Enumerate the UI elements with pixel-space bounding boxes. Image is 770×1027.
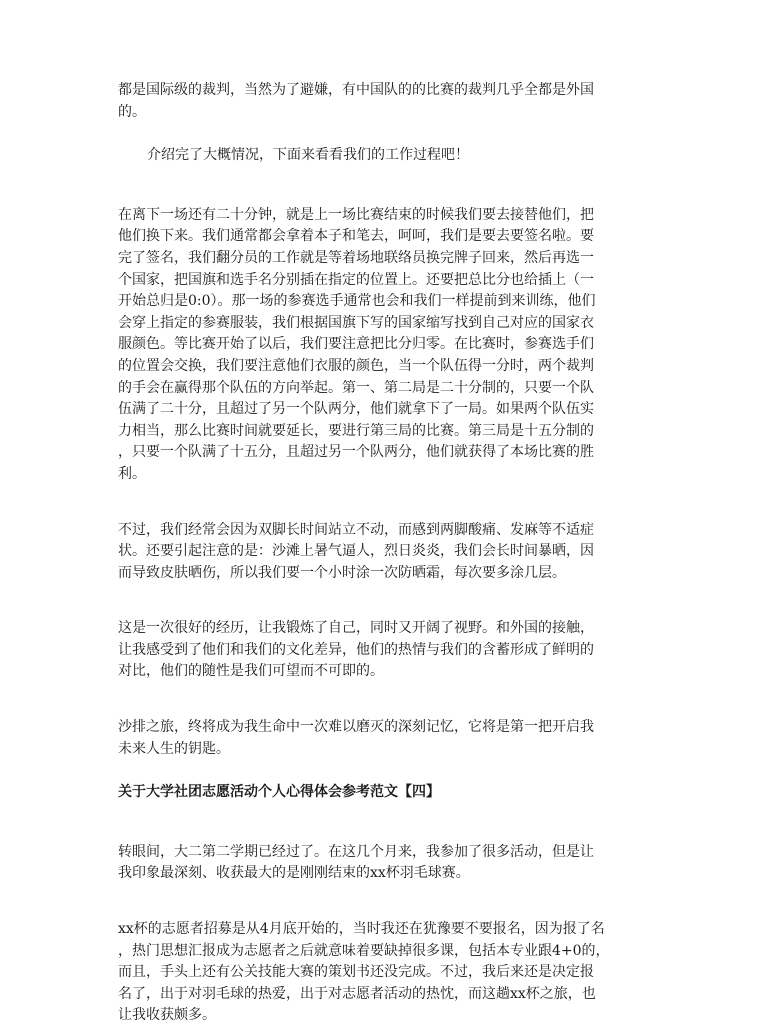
text-line: 的位置会交换，我们要注意他们衣服的颜色，当一个队伍得一分时，两个裁判 bbox=[118, 357, 594, 374]
text-line: 对比，他们的随性是我们可望而不可即的。 bbox=[118, 663, 384, 680]
text-line: 力相当，那么比赛时间就要延长，要进行第三局的比赛。第三局是十五分制的 bbox=[118, 422, 594, 439]
text-line: 伍满了二十分，且超过了另一个队两分，他们就拿下了一局。如果两个队伍实 bbox=[118, 401, 594, 418]
text-line: 让我感受到了他们和我们的文化差异，他们的热情与我们的含蓄形成了鲜明的 bbox=[118, 641, 594, 658]
text-line: 名了，出于对羽毛球的热爱，出于对志愿者活动的热忱，而这趟xx杯之旅，也 bbox=[118, 985, 596, 1002]
text-line: 这是一次很好的经历，让我锻炼了自己，同时又开阔了视野。和外国的接触， bbox=[118, 620, 594, 637]
text-line: 状。还要引起注意的是：沙滩上暑气逼人，烈日炎炎，我们会长时间暴晒，因 bbox=[118, 543, 594, 560]
paragraph-1 bbox=[118, 80, 670, 123]
text-line: 会穿上指定的参赛服装，我们根据国旗下写的国家缩写找到自己对应的国家衣 bbox=[118, 314, 594, 331]
paragraph-8 bbox=[118, 919, 670, 1027]
paragraph-6 bbox=[118, 717, 670, 760]
text-line: 他们换下来。我们通常都会拿着本子和笔去，呵呵，我们是要去要签名啦。要 bbox=[118, 228, 594, 245]
text-line: 转眼间，大二第二学期已经过了。在这几个月来，我参加了很多活动，但是让 bbox=[118, 843, 594, 860]
text-line: 个国家，把国旗和选手名分别插在指定的位置上。还要把总比分也给插上（一 bbox=[118, 271, 594, 288]
text-line: 不过，我们经常会因为双脚长时间站立不动，而感到两脚酸痛、发麻等不适症 bbox=[118, 521, 594, 538]
text-line: ，只要一个队满了十五分，且超过另一个队两分，他们就获得了本场比赛的胜 bbox=[118, 444, 594, 461]
text-line: xx杯的志愿者招募是从4月底开始的，当时我还在犹豫要不要报名，因为报了名 bbox=[118, 921, 605, 938]
text-line: 而导致皮肤晒伤，所以我们要一个小时涂一次防晒霜，每次要多涂几层。 bbox=[118, 564, 566, 581]
heading-text: 关于大学社团志愿活动个人心得体会参考范文【四】 bbox=[118, 784, 440, 801]
text-line: 介绍完了大概情况，下面来看看我们的工作过程吧！ bbox=[147, 147, 469, 164]
text-line: ，热门思想汇报成为志愿者之后就意味着要缺掉很多课，包括本专业跟4+0的， bbox=[118, 942, 610, 959]
text-line: 利。 bbox=[118, 465, 146, 482]
text-line: 完了签名，我们翻分员的工作就是等着场地联络员换完牌子回来，然后再选一 bbox=[118, 249, 594, 266]
text-line: 在离下一场还有二十分钟，就是上一场比赛结束的时候我们要去接替他们，把 bbox=[118, 206, 594, 223]
paragraph-5 bbox=[118, 618, 670, 683]
paragraph-3 bbox=[118, 205, 670, 486]
text-line: 开始总归是0:0）。那一场的参赛选手通常也会和我们一样提前到来训练，他们 bbox=[118, 293, 596, 310]
text-line: 未来人生的钥匙。 bbox=[118, 740, 230, 757]
text-line: 服颜色。等比赛开始了以后，我们要注意把比分归零。在比赛时，参赛选手们 bbox=[118, 336, 594, 353]
paragraph-2 bbox=[118, 145, 670, 167]
text-line: 而且，手头上还有公关技能大赛的策划书还没完成。不过，我后来还是决定报 bbox=[118, 964, 594, 981]
text-line: 沙排之旅，终将成为我生命中一次难以磨灭的深刻记忆，它将是第一把开启我 bbox=[118, 719, 594, 736]
paragraph-4 bbox=[118, 520, 670, 585]
text-line: 的手会在赢得那个队伍的方向举起。第一、第二局是二十分制的，只要一个队 bbox=[118, 379, 594, 396]
text-line: 我印象最深刻、收获最大的是刚刚结束的xx杯羽毛球赛。 bbox=[118, 865, 470, 882]
section-heading bbox=[118, 782, 670, 804]
document-page bbox=[118, 80, 670, 1027]
paragraph-7 bbox=[118, 842, 670, 885]
text-line: 的。 bbox=[118, 103, 146, 120]
text-line: 都是国际级的裁判，当然为了避嫌，有中国队的的比赛的裁判几乎全都是外国 bbox=[118, 82, 594, 98]
text-line: 让我收获颇多。 bbox=[118, 1007, 216, 1024]
